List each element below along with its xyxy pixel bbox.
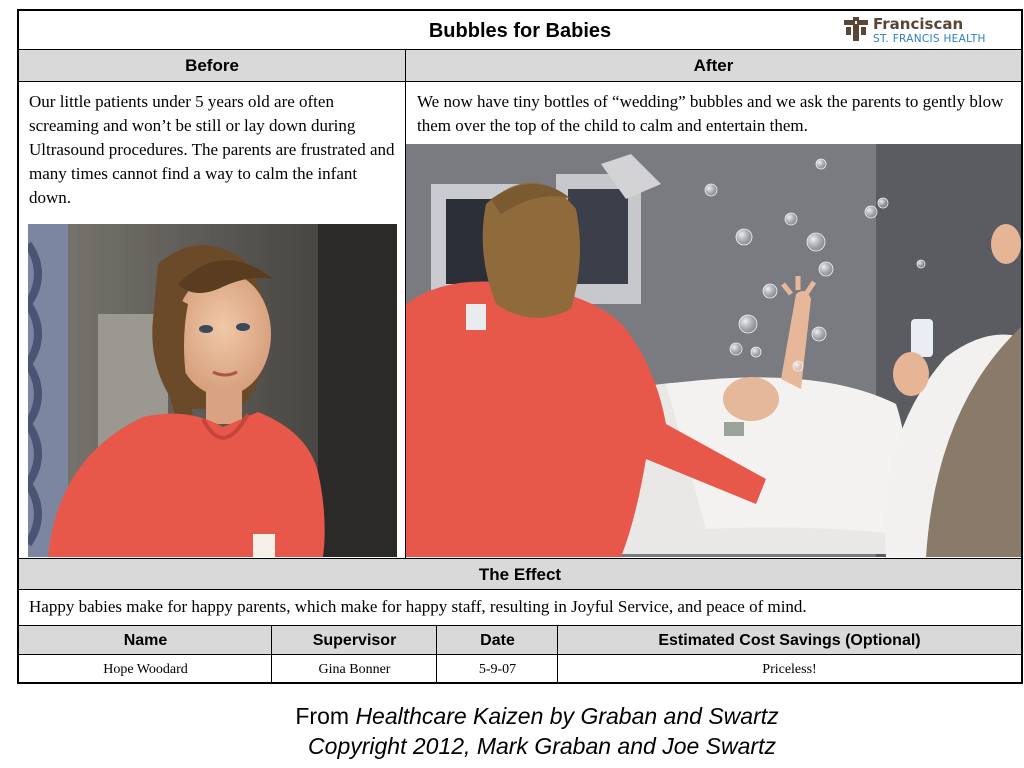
table-header-name: Name [19,625,272,655]
footer-copyright [0,731,1024,761]
after-description: We now have tiny bottles of “wedding” bubbles and we ask the parents to gently blow them over the top of the child to calm and entertain them. [417,92,1004,135]
footer-copyright-text: Copyright 2012, Mark Graban and Joe Swartz [308,733,776,759]
footer-credit [0,701,1024,731]
logo-name: Franciscan [873,15,964,33]
logo-subtitle: ST. FRANCIS HEALTH [873,33,986,45]
nurse-portrait-image [28,224,397,557]
table-header-supervisor: Supervisor [272,625,437,655]
table-cell-name: Hope Woodard [103,662,188,677]
cross-logo-icon [843,17,869,41]
table-header-date: Date [437,625,558,655]
before-photo [28,224,397,557]
effect-header: The Effect [19,558,1021,590]
page-title: Bubbles for Babies [428,20,612,42]
before-header: Before [19,50,406,82]
table-header-cost-savings: Estimated Cost Savings (Optional) [558,625,1021,655]
title-row [19,11,1021,50]
table-divider [436,625,437,684]
before-description: Our little patients under 5 years old are often screaming and won’t be still or lay down during Ultrasound procedures. The parents are frustrated and many times cannot find a way to calm the infant down. [29,92,395,207]
table-divider [557,625,558,684]
table-cell-supervisor: Gina Bonner [318,662,391,677]
table-cell-cost-savings: Priceless! [762,662,817,677]
franciscan-logo [843,15,1013,47]
kaizen-card [17,9,1023,684]
after-photo [406,144,1021,557]
table-cell-date: 5-9-07 [478,662,517,677]
table-divider [271,625,272,684]
bubbles-ultrasound-image [406,144,1021,557]
footer-book-title: Healthcare Kaizen by Graban and Swartz [355,703,779,729]
effect-description: Happy babies make for happy parents, which make for happy staff, resulting in Joyful Service, and peace of mind. [29,597,807,616]
footer-prefix: From [295,703,356,729]
after-header: After [406,50,1021,82]
